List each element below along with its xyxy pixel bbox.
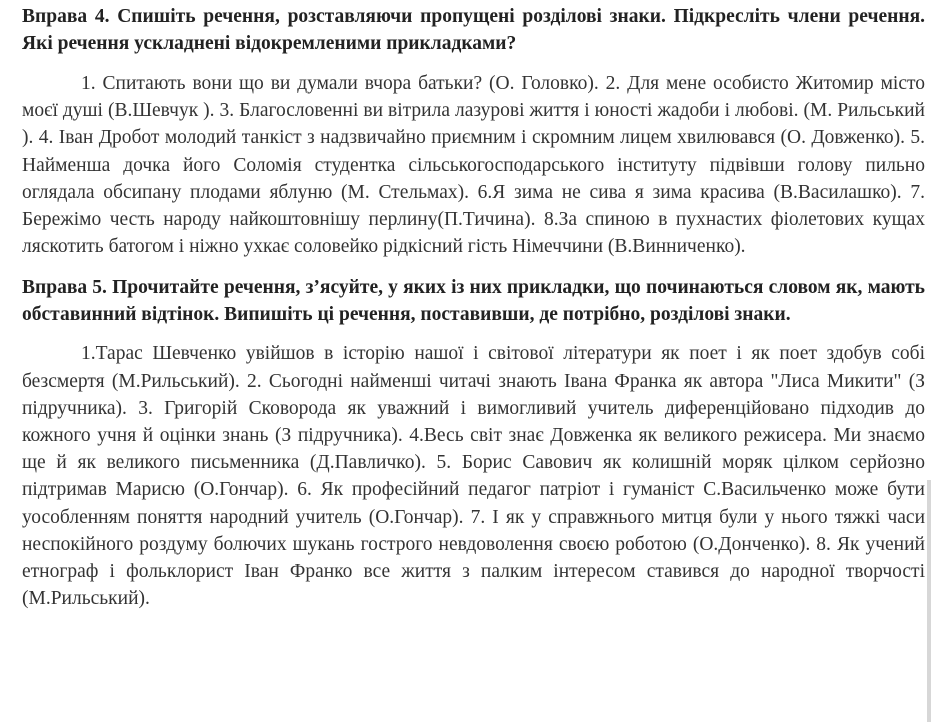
- document-page: [22, 0, 925, 612]
- exercise-4-text: 1. Спитають вони що ви думали вчора батьки? (О. Головко). 2. Для мене особисто Житомир місто моєї душі (В.Шевчук ). 3. Благословенні ви вітрила лазурові життя і юності жадоби і любові. (М. Рильський ). 4. Іван Дробот молодий танкіст з надзвичайно приємним і скромним лицем хвилювався (О. Довженко). 5. Найменша дочка його Соломія студентка сільськогосподарського інституту підвівши голову пильно оглядала обсипану плодами яблуню (М. Стельмах). 6.Я зима не сива я зима красива (В.Василашко). 7. Бережімо честь народу найкоштовнішу перлину(П.Тичина). 8.За спиною в пухнастих фіолетових кущах ляскотить батогом і ніжно ухкає соловейко рідкісний гість Німеччини (В.Винниченко).: [22, 73, 925, 258]
- exercise-4-heading: Вправа 4. Спишіть речення, розставляючи пропущені розділові знаки. Підкресліть члени речення. Які речення ускладнені відокремленими прикладками?: [22, 6, 925, 54]
- scrollbar-thumb[interactable]: [927, 480, 931, 722]
- exercise-5-heading: Вправа 5. Прочитайте речення, з’ясуйте, у яких із них прикладки, що починаються словом як, мають обставинний відтінок. Випишіть ці речення, поставивши, де потрібно, розділові знаки.: [22, 277, 925, 326]
- exercise-5-text: 1.Тарас Шевченко увійшов в історію нашої і світової літератури як поет і як поет здобув собі безсмертя (М.Рильський). 2. Сьогодні найменші читачі знають Івана Франка як автора "Лиса Микити" (З підручника). 3. Григорій Сковорода як уважний і вимогливий учитель диференційовано підходив до кожного учня й оцінки знань (З підручника). 4.Весь світ знає Довженка як великого режисера. Ми знаємо ще й як великого письменника (Д.Павличко). 5. Борис Савович як колишній моряк цілком серйозно підтримав Марисю (О.Гончар). 6. Як професійний педагог патріот і гуманіст С.Васильченко може бути уособленням поняття народний учитель (О.Гончар). 7. І як у справжнього митця були у нього тяжкі часи неспокійного роздуму болючих шукань гострого невдоволення своєю роботою (О.Донченко). 8. Як учений етнограф і фольклорист Іван Франко все життя з палким інтересом ставився до народної творчості (М.Рильський).: [22, 343, 925, 610]
